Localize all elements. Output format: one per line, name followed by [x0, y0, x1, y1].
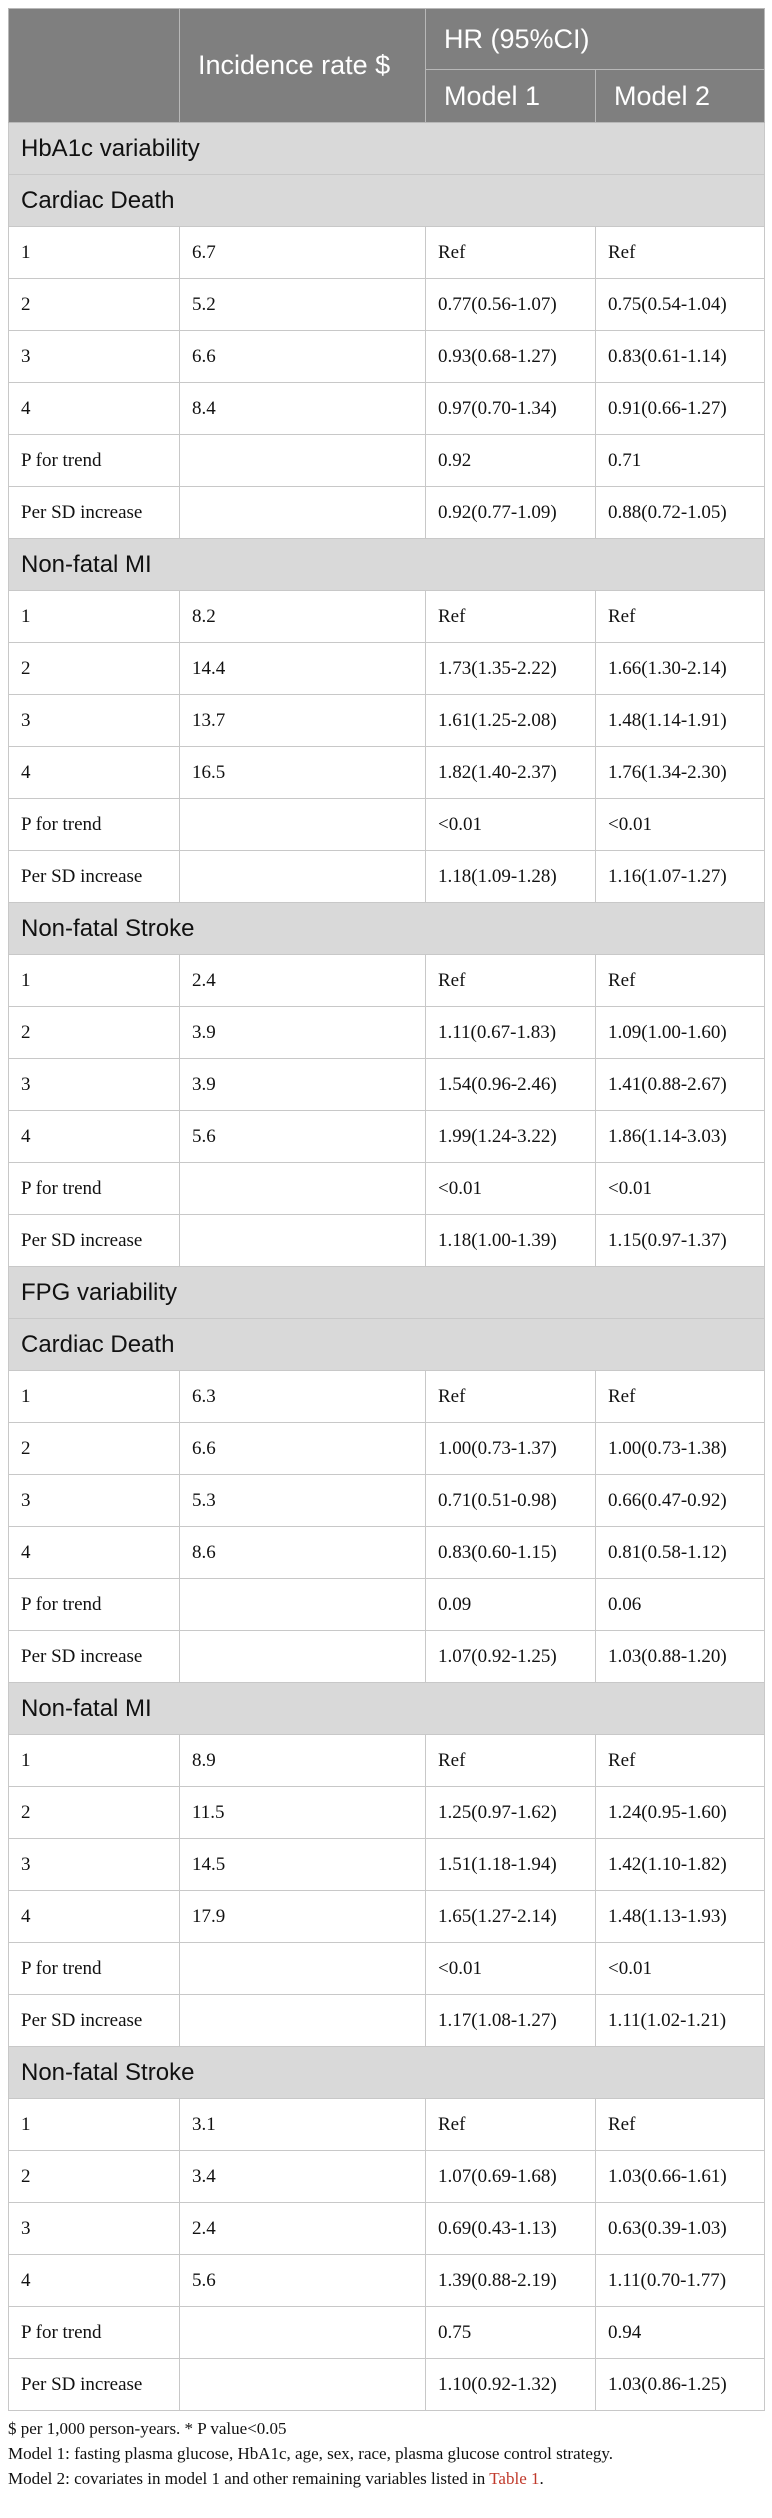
table-row	[9, 799, 765, 851]
incidence-rate-cell: 17.9	[180, 1891, 426, 1943]
section-title: FPG variability	[9, 1267, 765, 1319]
model-1-cell: 0.77(0.56-1.07)	[426, 279, 596, 331]
header-model-1: Model 1	[426, 70, 596, 123]
row-label: 1	[9, 955, 180, 1007]
model-1-cell: 0.75	[426, 2307, 596, 2359]
table-row	[9, 1111, 765, 1163]
row-label: 1	[9, 227, 180, 279]
row-label: 3	[9, 1475, 180, 1527]
table-row	[9, 1891, 765, 1943]
model-2-cell: 1.03(0.66-1.61)	[596, 2151, 765, 2203]
row-label: 2	[9, 2151, 180, 2203]
table-body	[9, 123, 765, 2411]
model-1-cell: 1.65(1.27-2.14)	[426, 1891, 596, 1943]
model-1-cell: 1.00(0.73-1.37)	[426, 1423, 596, 1475]
incidence-rate-cell	[180, 851, 426, 903]
model-2-cell: 0.66(0.47-0.92)	[596, 1475, 765, 1527]
incidence-rate-cell	[180, 1579, 426, 1631]
hazard-ratio-table	[8, 8, 765, 2411]
model-1-cell: 0.83(0.60-1.15)	[426, 1527, 596, 1579]
row-label: 4	[9, 1527, 180, 1579]
model-1-cell: 1.99(1.24-3.22)	[426, 1111, 596, 1163]
model-1-cell: 1.17(1.08-1.27)	[426, 1995, 596, 2047]
incidence-rate-cell	[180, 1163, 426, 1215]
table-row	[9, 1527, 765, 1579]
model-2-cell: 1.16(1.07-1.27)	[596, 851, 765, 903]
model-1-cell: 1.11(0.67-1.83)	[426, 1007, 596, 1059]
table-row	[9, 955, 765, 1007]
incidence-rate-cell: 3.9	[180, 1059, 426, 1111]
row-label: 4	[9, 747, 180, 799]
footnote-model-1: Model 1: fasting plasma glucose, HbA1c, age, sex, race, plasma glucose control strategy.	[8, 2444, 614, 2463]
model-2-cell: <0.01	[596, 1943, 765, 1995]
model-2-cell: <0.01	[596, 1163, 765, 1215]
header-model-2: Model 2	[596, 70, 765, 123]
model-1-cell: 1.54(0.96-2.46)	[426, 1059, 596, 1111]
row-label: 3	[9, 1839, 180, 1891]
table-row	[9, 591, 765, 643]
model-2-cell: <0.01	[596, 799, 765, 851]
model-1-cell: Ref	[426, 955, 596, 1007]
incidence-rate-cell: 14.4	[180, 643, 426, 695]
section-row	[9, 1267, 765, 1319]
row-label: Per SD increase	[9, 1631, 180, 1683]
model-1-cell: 1.73(1.35-2.22)	[426, 643, 596, 695]
model-2-cell: 1.24(0.95-1.60)	[596, 1787, 765, 1839]
model-1-cell: 1.61(1.25-2.08)	[426, 695, 596, 747]
row-label: Per SD increase	[9, 851, 180, 903]
row-label: Per SD increase	[9, 1995, 180, 2047]
model-2-cell: 1.15(0.97-1.37)	[596, 1215, 765, 1267]
model-2-cell: 1.11(0.70-1.77)	[596, 2255, 765, 2307]
model-2-cell: Ref	[596, 2099, 765, 2151]
model-1-cell: 0.93(0.68-1.27)	[426, 331, 596, 383]
incidence-rate-cell: 2.4	[180, 955, 426, 1007]
table-row	[9, 2099, 765, 2151]
incidence-rate-cell	[180, 1631, 426, 1683]
model-1-cell: Ref	[426, 1371, 596, 1423]
model-1-cell: Ref	[426, 1735, 596, 1787]
table-row	[9, 1579, 765, 1631]
model-2-cell: 1.11(1.02-1.21)	[596, 1995, 765, 2047]
model-2-cell: 0.81(0.58-1.12)	[596, 1527, 765, 1579]
model-2-cell: 1.09(1.00-1.60)	[596, 1007, 765, 1059]
model-2-cell: 1.86(1.14-3.03)	[596, 1111, 765, 1163]
incidence-rate-cell: 3.4	[180, 2151, 426, 2203]
incidence-rate-cell: 6.6	[180, 331, 426, 383]
group-row	[9, 1683, 765, 1735]
model-1-cell: 0.92	[426, 435, 596, 487]
incidence-rate-cell: 6.3	[180, 1371, 426, 1423]
group-row	[9, 1319, 765, 1371]
incidence-rate-cell	[180, 1995, 426, 2047]
incidence-rate-cell: 3.9	[180, 1007, 426, 1059]
table-row	[9, 2255, 765, 2307]
model-2-cell: 0.91(0.66-1.27)	[596, 383, 765, 435]
model-1-cell: 0.97(0.70-1.34)	[426, 383, 596, 435]
table-row	[9, 1371, 765, 1423]
header-incidence-rate: Incidence rate $	[180, 9, 426, 123]
model-1-cell: 1.18(1.00-1.39)	[426, 1215, 596, 1267]
model-1-cell: 1.25(0.97-1.62)	[426, 1787, 596, 1839]
model-2-cell: Ref	[596, 1735, 765, 1787]
table-row	[9, 851, 765, 903]
model-2-cell: 1.76(1.34-2.30)	[596, 747, 765, 799]
table-row	[9, 1475, 765, 1527]
row-label: Per SD increase	[9, 2359, 180, 2411]
model-1-cell: <0.01	[426, 799, 596, 851]
model-2-cell: 0.83(0.61-1.14)	[596, 331, 765, 383]
table-row	[9, 1787, 765, 1839]
row-label: 3	[9, 695, 180, 747]
incidence-rate-cell: 13.7	[180, 695, 426, 747]
group-title: Non-fatal MI	[9, 539, 765, 591]
row-label: 2	[9, 1787, 180, 1839]
row-label: 1	[9, 2099, 180, 2151]
table-footnotes	[8, 2416, 764, 2491]
model-2-cell: 1.42(1.10-1.82)	[596, 1839, 765, 1891]
table-row	[9, 1735, 765, 1787]
model-1-cell: 0.69(0.43-1.13)	[426, 2203, 596, 2255]
table-row	[9, 2359, 765, 2411]
model-2-cell: Ref	[596, 1371, 765, 1423]
model-1-cell: 1.07(0.92-1.25)	[426, 1631, 596, 1683]
section-title: HbA1c variability	[9, 123, 765, 175]
table-row	[9, 1631, 765, 1683]
row-label: 3	[9, 2203, 180, 2255]
header-hr-ci: HR (95%CI)	[426, 9, 765, 70]
model-2-cell: 1.03(0.86-1.25)	[596, 2359, 765, 2411]
table-row	[9, 487, 765, 539]
incidence-rate-cell: 8.4	[180, 383, 426, 435]
table-row	[9, 435, 765, 487]
incidence-rate-cell	[180, 435, 426, 487]
model-1-cell: 1.39(0.88-2.19)	[426, 2255, 596, 2307]
table-row	[9, 227, 765, 279]
row-label: 1	[9, 591, 180, 643]
group-row	[9, 2047, 765, 2099]
row-label: 4	[9, 1111, 180, 1163]
group-row	[9, 539, 765, 591]
model-1-cell: <0.01	[426, 1163, 596, 1215]
row-label: 2	[9, 279, 180, 331]
model-2-cell: 1.48(1.14-1.91)	[596, 695, 765, 747]
table-row	[9, 1163, 765, 1215]
model-2-cell: 1.03(0.88-1.20)	[596, 1631, 765, 1683]
incidence-rate-cell: 5.6	[180, 2255, 426, 2307]
table-row	[9, 383, 765, 435]
model-1-cell: Ref	[426, 2099, 596, 2151]
incidence-rate-cell: 6.6	[180, 1423, 426, 1475]
incidence-rate-cell: 2.4	[180, 2203, 426, 2255]
table-row	[9, 1215, 765, 1267]
table-header	[9, 9, 765, 123]
row-label: 4	[9, 1891, 180, 1943]
model-1-cell: 1.18(1.09-1.28)	[426, 851, 596, 903]
model-2-cell: 0.88(0.72-1.05)	[596, 487, 765, 539]
row-label: P for trend	[9, 799, 180, 851]
model-1-cell: 1.51(1.18-1.94)	[426, 1839, 596, 1891]
row-label: Per SD increase	[9, 1215, 180, 1267]
incidence-rate-cell: 16.5	[180, 747, 426, 799]
model-1-cell: 1.82(1.40-2.37)	[426, 747, 596, 799]
row-label: 4	[9, 383, 180, 435]
incidence-rate-cell: 8.6	[180, 1527, 426, 1579]
model-1-cell: 1.07(0.69-1.68)	[426, 2151, 596, 2203]
model-1-cell: 1.10(0.92-1.32)	[426, 2359, 596, 2411]
table-row	[9, 1059, 765, 1111]
model-1-cell: Ref	[426, 591, 596, 643]
group-title: Non-fatal MI	[9, 1683, 765, 1735]
row-label: 4	[9, 2255, 180, 2307]
table-row	[9, 747, 765, 799]
table-row	[9, 279, 765, 331]
table-row	[9, 2307, 765, 2359]
model-1-cell: 0.71(0.51-0.98)	[426, 1475, 596, 1527]
incidence-rate-cell: 8.9	[180, 1735, 426, 1787]
table-row	[9, 1007, 765, 1059]
table-row	[9, 1423, 765, 1475]
header-empty-cell	[9, 9, 180, 123]
incidence-rate-cell	[180, 487, 426, 539]
row-label: 2	[9, 1007, 180, 1059]
row-label: P for trend	[9, 435, 180, 487]
incidence-rate-cell: 5.3	[180, 1475, 426, 1527]
row-label: P for trend	[9, 1943, 180, 1995]
table-row	[9, 1995, 765, 2047]
row-label: 3	[9, 1059, 180, 1111]
group-title: Non-fatal Stroke	[9, 2047, 765, 2099]
incidence-rate-cell: 11.5	[180, 1787, 426, 1839]
row-label: 1	[9, 1371, 180, 1423]
model-2-cell: Ref	[596, 227, 765, 279]
row-label: 2	[9, 643, 180, 695]
model-2-cell: 0.63(0.39-1.03)	[596, 2203, 765, 2255]
incidence-rate-cell: 5.6	[180, 1111, 426, 1163]
incidence-rate-cell	[180, 2359, 426, 2411]
group-title: Cardiac Death	[9, 175, 765, 227]
model-2-cell: 0.75(0.54-1.04)	[596, 279, 765, 331]
model-2-cell: 1.41(0.88-2.67)	[596, 1059, 765, 1111]
table-row	[9, 2203, 765, 2255]
group-title: Non-fatal Stroke	[9, 903, 765, 955]
table-row	[9, 331, 765, 383]
row-label: P for trend	[9, 1163, 180, 1215]
model-2-cell: Ref	[596, 955, 765, 1007]
row-label: P for trend	[9, 1579, 180, 1631]
section-row	[9, 123, 765, 175]
incidence-rate-cell: 5.2	[180, 279, 426, 331]
group-row	[9, 903, 765, 955]
model-2-cell: Ref	[596, 591, 765, 643]
incidence-rate-cell	[180, 1943, 426, 1995]
incidence-rate-cell	[180, 1215, 426, 1267]
table-row	[9, 643, 765, 695]
incidence-rate-cell	[180, 2307, 426, 2359]
incidence-rate-cell: 14.5	[180, 1839, 426, 1891]
footnote-units: $ per 1,000 person-years. * P value<0.05	[8, 2419, 287, 2438]
row-label: 3	[9, 331, 180, 383]
row-label: 1	[9, 1735, 180, 1787]
row-label: 2	[9, 1423, 180, 1475]
model-2-cell: 1.48(1.13-1.93)	[596, 1891, 765, 1943]
table-row	[9, 1943, 765, 1995]
model-1-cell: Ref	[426, 227, 596, 279]
table-row	[9, 695, 765, 747]
footnote-model-2	[8, 2466, 764, 2491]
model-1-cell: 0.09	[426, 1579, 596, 1631]
row-label: Per SD increase	[9, 487, 180, 539]
results-table-container	[8, 8, 764, 2491]
table-row	[9, 1839, 765, 1891]
incidence-rate-cell	[180, 799, 426, 851]
model-1-cell: <0.01	[426, 1943, 596, 1995]
incidence-rate-cell: 3.1	[180, 2099, 426, 2151]
model-2-cell: 0.94	[596, 2307, 765, 2359]
model-2-cell: 1.66(1.30-2.14)	[596, 643, 765, 695]
table-1-link[interactable]: Table 1	[489, 2469, 540, 2488]
model-2-cell: 0.71	[596, 435, 765, 487]
model-2-cell: 1.00(0.73-1.38)	[596, 1423, 765, 1475]
model-2-cell: 0.06	[596, 1579, 765, 1631]
footnote-model-2-end: .	[539, 2469, 544, 2488]
incidence-rate-cell: 6.7	[180, 227, 426, 279]
footnote-model-2-text: Model 2: covariates in model 1 and other remaining variables listed in	[8, 2469, 490, 2488]
table-row	[9, 2151, 765, 2203]
group-title: Cardiac Death	[9, 1319, 765, 1371]
row-label: P for trend	[9, 2307, 180, 2359]
group-row	[9, 175, 765, 227]
incidence-rate-cell: 8.2	[180, 591, 426, 643]
model-1-cell: 0.92(0.77-1.09)	[426, 487, 596, 539]
